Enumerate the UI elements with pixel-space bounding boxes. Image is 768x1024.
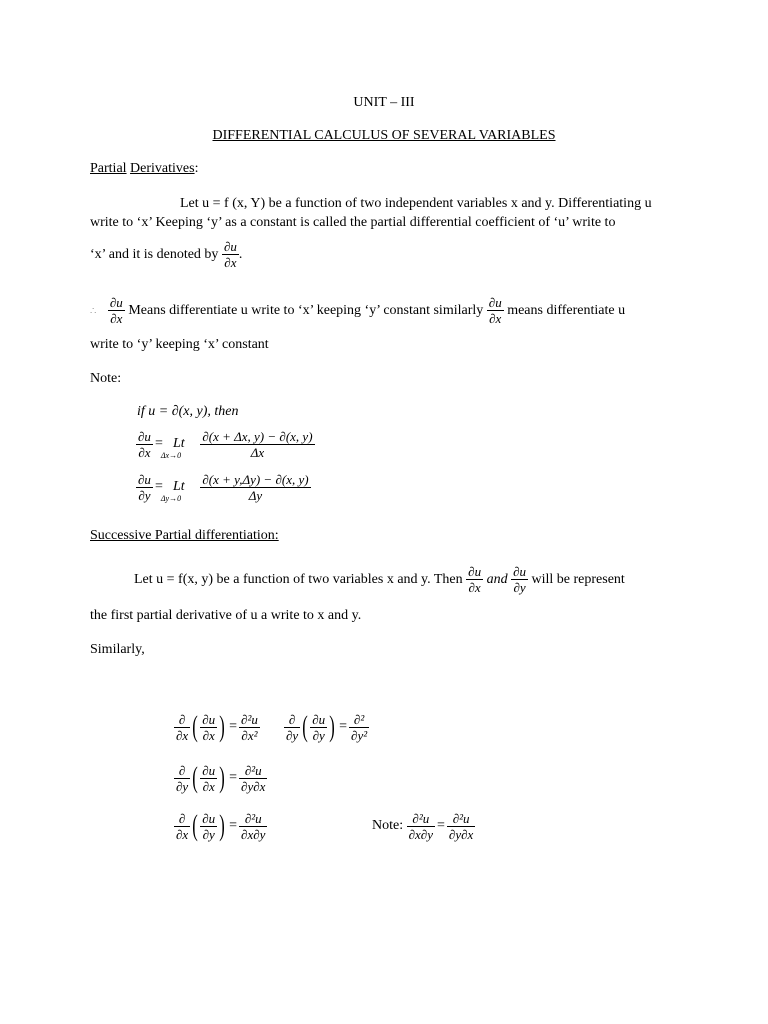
frac-num: ∂u	[468, 564, 482, 580]
frac-num: ∂²u	[412, 810, 430, 826]
frac-den: ∂x	[202, 727, 215, 743]
fraction-d2u-dxdy	[407, 811, 435, 842]
right-paren: )	[219, 809, 225, 842]
frac-num: ∂u	[488, 295, 502, 311]
frac-den: ∂y	[202, 826, 215, 842]
frac-num: ∂	[288, 711, 296, 727]
successive-line-1	[134, 562, 625, 598]
frac-den: ∂y	[312, 727, 325, 743]
and-word: and	[486, 572, 508, 587]
if-line: if u = ∂(x, y), then	[137, 404, 239, 419]
heading-colon: :	[194, 161, 199, 176]
limit-subscript: Δy→0	[160, 494, 182, 504]
fraction-du-dy	[511, 564, 528, 595]
frac-den: ∂y∂x	[448, 826, 474, 842]
frac-den: ∂x	[224, 255, 237, 271]
limit-operator	[160, 469, 193, 505]
frac-den: ∂x²	[241, 727, 258, 743]
fraction-du-dx	[200, 712, 217, 743]
frac-den: ∂x∂y	[408, 826, 433, 842]
operator-d-dx	[174, 811, 190, 842]
frac-num: ∂u	[202, 711, 216, 727]
note-mixed-partials	[372, 805, 475, 847]
successive-heading: Successive Partial differentiation:	[90, 528, 279, 543]
frac-den: ∂x∂y	[241, 826, 266, 842]
equals-sign: =	[339, 719, 348, 734]
frac-den: ∂x	[202, 778, 215, 794]
unit-title: UNIT – III	[353, 95, 415, 110]
partial-line-3	[90, 237, 242, 273]
fraction-du-dx	[108, 295, 125, 326]
heading-word-derivatives: Derivatives	[130, 161, 195, 176]
frac-num: ∂(x + y,Δy) − ∂(x, y)	[202, 471, 309, 487]
frac-num: ∂	[178, 762, 186, 778]
partial-line-3-end: .	[238, 247, 243, 262]
frac-num: ∂²u	[244, 810, 262, 826]
equals-sign: =	[229, 719, 238, 734]
fraction-du-dy	[310, 712, 327, 743]
limit-text: Lt	[173, 479, 185, 495]
fraction-du-dx-2	[487, 295, 504, 326]
right-paren: )	[329, 710, 335, 743]
limit-operator	[160, 426, 193, 462]
frac-num: ∂(x + Δx, y) − ∂(x, y)	[202, 428, 313, 444]
limit-text: Lt	[173, 436, 185, 452]
frac-den: ∂y²	[351, 727, 368, 743]
successive-line-1-text-a: Let u = f(x, y) be a function of two variables x and y. Then	[134, 572, 463, 587]
frac-num: ∂u	[109, 295, 123, 311]
equals-sign: =	[229, 770, 238, 785]
successive-line-2: the first partial derivative of u a write to x and y.	[90, 608, 362, 623]
frac-num: ∂²u	[241, 711, 258, 727]
left-paren: (	[192, 809, 198, 842]
chapter-title-text: DIFFERENTIAL CALCULUS OF SEVERAL VARIABLES	[212, 128, 556, 143]
fraction-du-dx	[222, 239, 239, 270]
note-label-2: Note:	[372, 818, 404, 834]
equation-dydy	[284, 706, 369, 748]
equation-dxdx	[174, 706, 260, 748]
equals-sign: =	[229, 818, 238, 833]
right-paren: )	[219, 761, 225, 794]
fraction-d2u-dx2	[239, 712, 260, 743]
frac-den: Δx	[250, 444, 265, 460]
limit-subscript: Δx→0	[160, 451, 182, 461]
frac-den: ∂x	[176, 826, 189, 842]
frac-num: ∂²u	[244, 762, 262, 778]
frac-den: Δy	[248, 487, 263, 503]
equation-dydx	[174, 757, 267, 799]
frac-num: ∂u	[513, 564, 527, 580]
frac-den: ∂y	[176, 778, 189, 794]
partial-line-3-text: ‘x’ and it is denoted by	[90, 247, 219, 262]
partial-line-4-text-a: Means differentiate u write to ‘x’ keeping ‘y’ constant similarly	[128, 303, 484, 318]
partial-line-1: Let u = f (x, Y) be a function of two independent variables x and y. Differentiating u	[180, 196, 652, 211]
left-paren: (	[302, 710, 308, 743]
operator-d-dy	[174, 763, 190, 794]
right-paren: )	[219, 710, 225, 743]
frac-den: ∂y∂x	[241, 778, 266, 794]
limit-def-x	[136, 426, 315, 462]
fraction-d2-dy2	[349, 712, 369, 743]
note-label: Note:	[90, 371, 122, 386]
partial-line-4-text-b: means differentiate u	[507, 303, 626, 318]
frac-den: ∂y	[286, 727, 299, 743]
frac-num: ∂u	[223, 239, 237, 255]
limit-def-y	[136, 469, 311, 505]
partial-line-4	[90, 293, 625, 330]
frac-den: ∂x	[489, 311, 502, 327]
difference-quotient-x	[200, 429, 314, 460]
equals-sign: =	[154, 479, 163, 494]
equals-sign: =	[437, 818, 445, 833]
fraction-du-dy	[200, 811, 217, 842]
frac-num: ∂u	[312, 711, 326, 727]
left-paren: (	[192, 710, 198, 743]
fraction-du-dx	[466, 564, 483, 595]
chapter-title	[0, 128, 768, 144]
therefore-symbol: ∴	[90, 306, 97, 317]
equals-sign: =	[154, 436, 163, 451]
similarly-text: Similarly,	[90, 642, 145, 657]
fraction-du-dx	[136, 429, 153, 460]
fraction-d2u-dydx	[447, 811, 475, 842]
successive-line-1-text-b: will be represent	[531, 572, 625, 587]
partial-derivatives-heading	[90, 161, 198, 177]
partial-line-5: write to ‘y’ keeping ‘x’ constant	[90, 337, 269, 352]
frac-num: ∂u	[138, 428, 151, 444]
frac-num: ∂	[178, 810, 186, 826]
fraction-d2u-dxdy	[239, 811, 267, 842]
frac-den: ∂y	[513, 580, 526, 596]
frac-den: ∂x	[176, 727, 189, 743]
frac-num: ∂	[178, 711, 186, 727]
left-paren: (	[192, 761, 198, 794]
frac-num: ∂²u	[452, 810, 470, 826]
equation-dxdy	[174, 805, 267, 847]
fraction-d2u-dydx	[239, 763, 267, 794]
fraction-du-dx	[200, 763, 217, 794]
heading-word-partial: Partial	[90, 161, 127, 176]
operator-d-dy	[284, 712, 300, 743]
frac-den: ∂x	[468, 580, 481, 596]
frac-num: ∂u	[138, 471, 151, 487]
operator-d-dx	[174, 712, 190, 743]
difference-quotient-y	[200, 472, 310, 503]
frac-num: ∂u	[202, 762, 216, 778]
frac-num: ∂²	[353, 711, 365, 727]
frac-den: ∂y	[138, 487, 151, 503]
frac-den: ∂x	[110, 311, 123, 327]
partial-line-2: write to ‘x’ Keeping ‘y’ as a constant is called the partial differential coefficient of ‘u’ write to	[90, 215, 616, 230]
frac-num: ∂u	[202, 810, 216, 826]
frac-den: ∂x	[138, 444, 151, 460]
fraction-du-dy	[136, 472, 153, 503]
